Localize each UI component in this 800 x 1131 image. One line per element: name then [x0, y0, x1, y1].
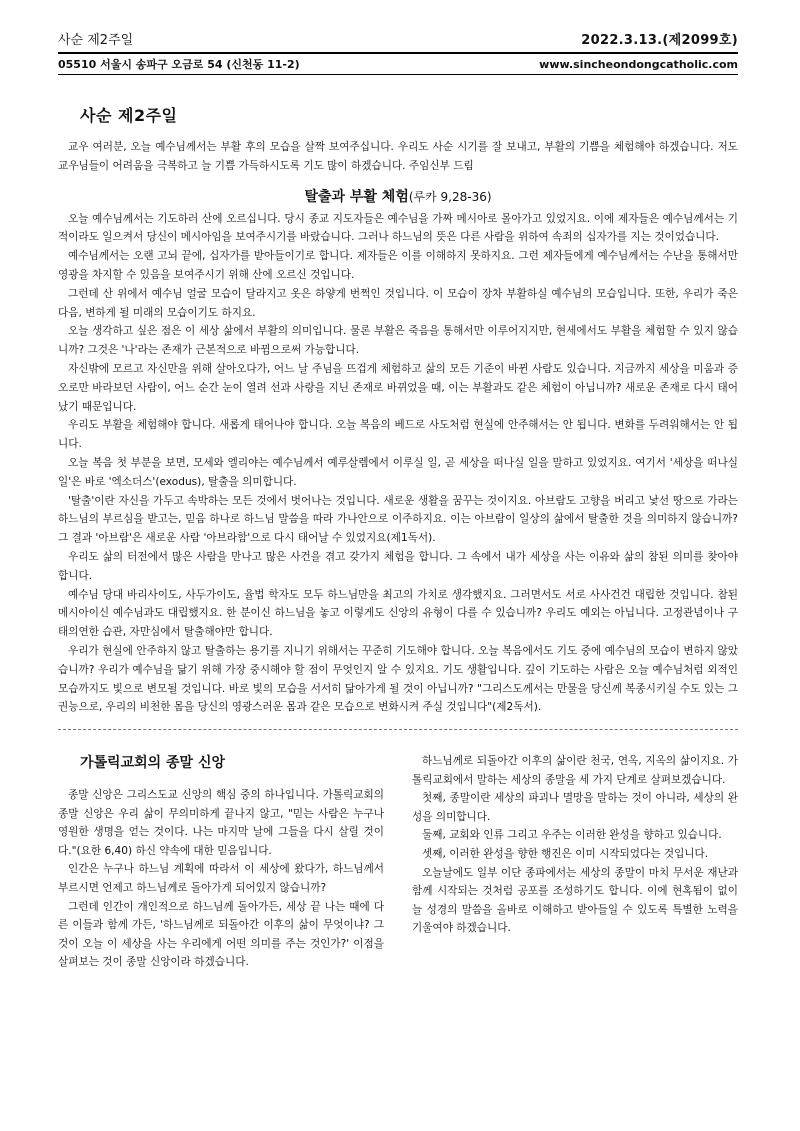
- address-bar: [58, 54, 738, 74]
- column-paragraph: 하느님께로 되돌아간 이후의 삶이란 천국, 연옥, 지옥의 삶이지요. 가톨릭교회에서 말하는 세상의 종말을 세 가지 단계로 살펴보겠습니다.: [412, 755, 738, 786]
- article-paragraph: 우리도 부활을 체험해야 합니다. 새롭게 태어나야 합니다. 오늘 복음의 베드로 사도처럼 현실에 안주해서는 안 됩니다. 변화를 두려워해서는 안 됩니다.: [58, 419, 738, 451]
- column-paragraph: 인간은 누구나 하느님 계획에 따라서 이 세상에 왔다가, 하느님께서 부르시면 언제고 하느님께로 돌아가게 되어있지 않습니까?: [58, 863, 384, 895]
- column-paragraph: 종말 신앙은 그리스도교 신앙의 핵심 중의 하나입니다. 가톨릭교회의 종말 신앙은 우리 삶이 무의미하게 끝나지 않고, "믿는 사람은 누구나 영원한 생명을 얻는 것이다. 나는 마지막 날에 그들을 다시 살릴 것이다."(요한 6,40) 하신 약속에 대한 믿음입니다.: [58, 789, 384, 857]
- intro-paragraph: 교우 여러분, 오늘 예수님께서는 부활 후의 모습을 살짝 보여주십니다. 우리도 사순 시기를 잘 보내고, 부활의 기쁨을 체험해야 하겠습니다. 저도 교우님들이 어려움을 극복하고 늘 기쁨 가득하시도록 기도 많이 하겠습니다. 주임신부 드림: [58, 141, 738, 172]
- article-paragraph: 오늘 예수님께서는 기도하러 산에 오르십니다. 당시 종교 지도자들은 예수님을 가짜 메시아로 몰아가고 있었지요. 이에 제자들은 예수님께서는 기적이라도 일으켜서 당신이 메시아임을 보여주시기를 바랐습니다. 그러나 하느님의 뜻은 다른 사람을 위하여 속죄의 십자가를 지는 것이었습니다.: [58, 212, 738, 244]
- address-rule: [58, 74, 738, 75]
- article-paragraph: 예수님께서는 오랜 고뇌 끝에, 십자가를 받아들이기로 합니다. 제자들은 이를 이해하지 못하지요. 그런 제자들에게 예수님께서는 수난을 통해서만 영광을 차지할 수 있음을 보여주시기 위해 산에 오르신 것입니다.: [58, 250, 738, 281]
- masthead-date-issue: 2022.3.13.(제2099호): [581, 33, 738, 48]
- column-paragraph: 셋째, 이러한 완성을 향한 행진은 이미 시작되었다는 것입니다.: [422, 848, 709, 861]
- masthead-sunday: 사순 제2주일: [58, 33, 134, 48]
- parish-website[interactable]: www.sincheondongcatholic.com: [539, 57, 738, 71]
- article-paragraph: 자신밖에 모르고 자신만을 위해 살아오다가, 어느 날 주님을 뜨겁게 체험하고 삶의 모든 기준이 바뀐 사람도 있습니다. 지금까지 세상을 미움과 증오로만 바라보던 사람이, 어느 순간 눈이 열려 선과 사랑을 지닌 존재로 바뀌었을 때, 이는 부활과도 같은 체험이 아닙니까? 새로운 존재로 다시 태어났기 때문입니다.: [58, 362, 738, 413]
- article-paragraph: '탈출'이란 자신을 가두고 속박하는 모든 것에서 벗어나는 것입니다. 새로운 생활을 꿈꾸는 것이지요. 아브람도 고향을 버리고 낯선 땅으로 가라는 하느님의 부르심을 받고는, 믿음 하나로 하느님 말씀을 따라 가나안으로 이주하지요. 이는 아브람이 일상의 삶에서 탈출한 것을 의미하지 않습니까? 그 결과 '아브람'은 새로운 사람 '아브라함'으로 다시 태어날 수 있었지요(제1독서).: [58, 494, 738, 545]
- scripture-reference: (루카 9,28-36): [408, 189, 492, 204]
- article-paragraph: 오늘 생각하고 싶은 점은 이 세상 삶에서 부활의 의미입니다. 물론 부활은 죽음을 통해서만 이루어지지만, 현세에서도 부활을 체험할 수 있지 않습니까? 그것은 '나'라는 존재가 근본적으로 바뀜으로써 가능합니다.: [58, 325, 738, 357]
- section-divider: [58, 729, 738, 730]
- column-article-title: 가톨릭교회의 종말 신앙: [80, 755, 225, 772]
- article-paragraph: 우리가 현실에 안주하지 않고 탈출하는 용기를 지니기 위해서는 꾸준히 기도해야 합니다. 오늘 복음에서도 기도 중에 예수님의 모습이 변하지 않았습니까? 우리가 예수님을 닮기 위해 가장 중시해야 할 점이 무엇인지 알 수 있지요. 기도 생활입니다. 깊이 기도하는 사람은 오늘 예수님처럼 외적인 모습까지도 빛으로 변모될 것입니다. 바로 빛의 모습을 서서히 닮아가게 될 것이 아닙니까? "그리스도께서는 만물을 당신께 복종시키실 수도 있는 그 권능으로, 우리의 비천한 몸을 당신의 영광스러운 몸과 같은 모습으로 변화시켜 주실 것입니다"(제2독서).: [58, 644, 738, 714]
- column-paragraph: 둘째, 교회와 인류 그리고 우주는 이러한 완성을 향하고 있습니다.: [422, 829, 722, 842]
- column-paragraph: 첫째, 종말이란 세상의 파괴나 멸망을 말하는 것이 아니라, 세상의 완성을 의미합니다.: [412, 792, 738, 823]
- column-paragraph: 그런데 인간이 개인적으로 하느님께 돌아가든, 세상 끝 나는 때에 다른 이들과 함께 가든, '하느님께로 되돌아간 이후의 삶이 무엇이냐? 그것이 오늘 이 세상을 사는 우리에게 어떤 의미를 주는 것인가?' 이점을 살펴보는 것이 종말 신앙이라 하겠습니다.: [58, 900, 384, 969]
- article-paragraph: 예수님 당대 바리사이도, 사두가이도, 율법 학자도 모두 하느님만을 최고의 가치로 생각했지요. 그러면서도 서로 사사건건 대립한 것입니다. 참된 메시아이신 예수님과도 대립했지요. 한 분이신 하느님을 놓고 이렇게도 신앙의 유형이 다를 수 있습니까? 우리도 예외는 아닙니다. 고정관념이나 구태의연한 습관, 자만심에서 탈출해야만 합니다.: [58, 588, 738, 639]
- parish-address: 05510 서울시 송파구 오금로 54 (신천동 11-2): [58, 58, 300, 71]
- bulletin-page: [58, 28, 738, 972]
- right-column: [412, 752, 738, 972]
- left-column: [58, 786, 384, 972]
- article-paragraph: 오늘 복음 첫 부분을 보면, 모세와 엘리야는 예수님께서 예루살렘에서 이루실 일, 곧 세상을 떠나실 일을 말하고 있었지요. 여기서 '세상을 떠나실 일'은 바로 '엑소더스'(exodus), 탈출을 의미합니다.: [58, 456, 738, 488]
- article-title: [58, 186, 738, 206]
- column-paragraph: 오늘날에도 일부 이단 종파에서는 세상의 종말이 마치 무서운 재난과 함께 시작되는 것처럼 공포를 조성하기도 합니다. 이에 현혹됨이 없이 늘 성경의 말씀을 올바로 이해하고 받아들일 수 있도록 특별한 노력을 기울여야 하겠습니다.: [412, 866, 738, 935]
- article-paragraph: 우리도 삶의 터전에서 많은 사람을 만나고 많은 사건을 겪고 갖가지 체험을 합니다. 그 속에서 내가 세상을 사는 이유와 삶의 참된 의미를 찾아야 합니다.: [58, 550, 738, 582]
- masthead: [58, 28, 738, 48]
- two-column-body: [58, 752, 738, 972]
- article-paragraph: 그런데 산 위에서 예수님 얼굴 모습이 달라지고 옷은 하얗게 번쩍인 것입니다. 이 모습이 장차 부활하실 예수님의 모습입니다. 또한, 우리가 죽은 다음, 변하게 될 미래의 모습이기도 하지요.: [58, 287, 738, 319]
- article-title-text: 탈출과 부활 체험: [304, 188, 409, 205]
- page-title: 사순 제2주일: [80, 106, 178, 125]
- article-body: [58, 210, 738, 718]
